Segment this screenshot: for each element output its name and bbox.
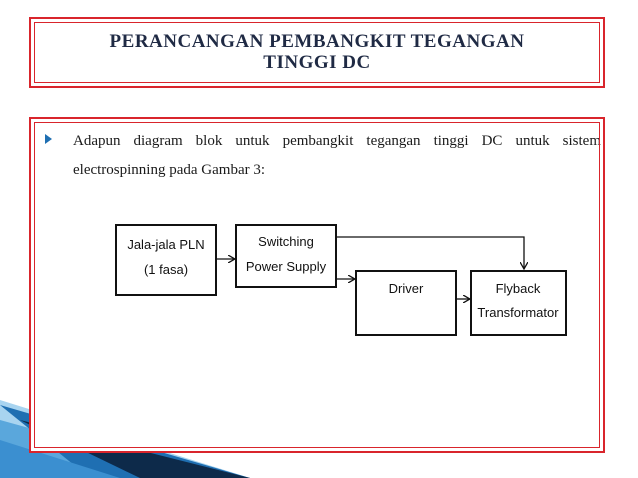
slide-title-line-2: TINGGI DC xyxy=(263,52,371,73)
block-smps-line-1: Switching xyxy=(258,234,314,249)
block-driver-line-1: Driver xyxy=(388,281,424,296)
block-pln-line-2: (1 fasa) xyxy=(143,262,189,277)
slide-title xyxy=(31,31,603,73)
content-frame xyxy=(29,117,605,453)
block-smps-line-2: Power Supply xyxy=(245,259,327,274)
slide-title-line-1: PERANCANGAN PEMBANGKIT TEGANGAN xyxy=(109,31,525,52)
triangle-bullet-icon xyxy=(45,134,52,144)
block-pln-line-1: Jala-jala PLN xyxy=(127,237,205,252)
block-pln xyxy=(116,225,216,295)
block-flyback-line-1: Flyback xyxy=(495,281,541,296)
block-flyback-line-2: Transformator xyxy=(477,305,559,320)
bullet-text: Adapun diagram blok untuk pembangkit tegangan tinggi DC untuk sistem electrospinning pada Gambar 3: xyxy=(73,133,601,178)
title-frame xyxy=(29,17,605,88)
arrow-smps-to-flyback xyxy=(336,237,524,269)
block-diagram xyxy=(106,203,576,343)
